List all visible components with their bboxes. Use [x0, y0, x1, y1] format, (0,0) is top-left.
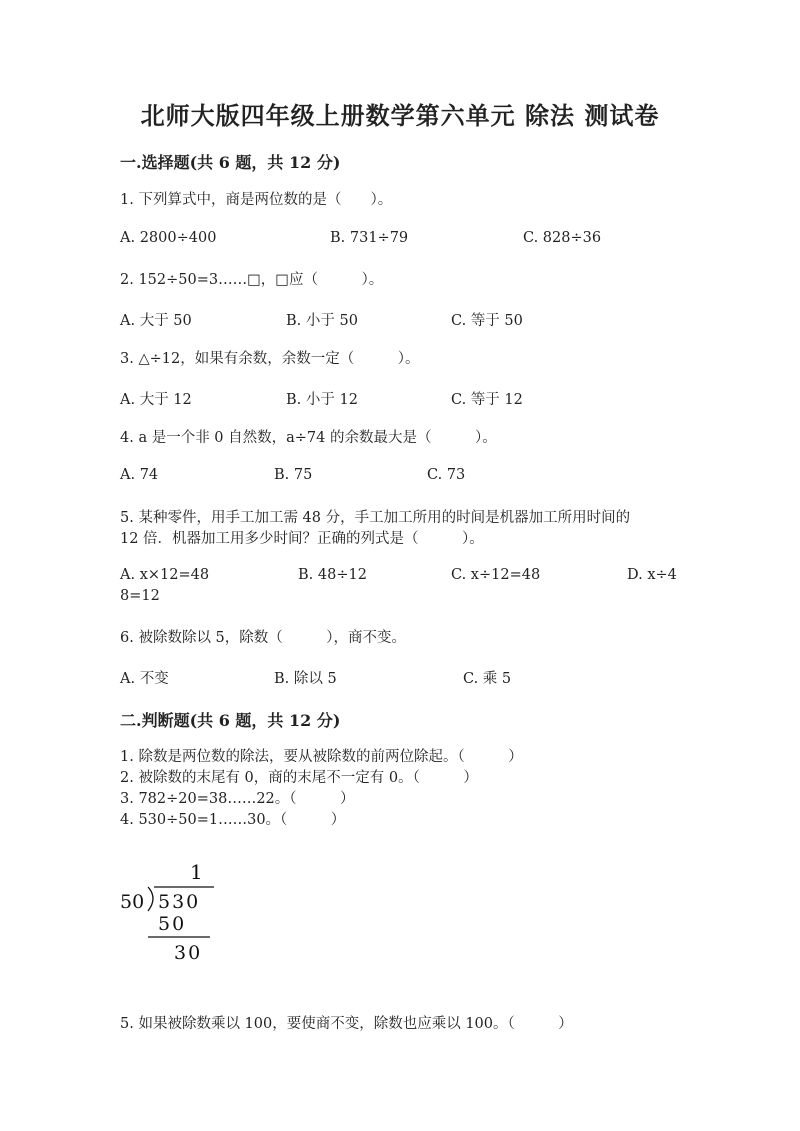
- judge-item-4: 4. 530÷50=1……30。（ ）: [120, 812, 346, 828]
- page-title: 北师大版四年级上册数学第六单元 除法 测试卷: [140, 101, 660, 130]
- judge-item-5: 5. 如果被除数乘以 100，要使商不变，除数也应乘以 100。（ ）: [120, 1016, 573, 1032]
- division-divisor: 50: [120, 891, 145, 913]
- question-5-line2: 12 倍．机器加工用多少时间？正确的列式是（ ）。: [120, 531, 484, 547]
- q5-option-d: D. x÷4: [627, 567, 677, 583]
- q2-option-b: B. 小于 50: [286, 313, 358, 329]
- q1-option-c: C. 828÷36: [523, 230, 602, 246]
- division-remainder: 30: [174, 942, 203, 964]
- q4-option-c: C. 73: [427, 467, 466, 483]
- long-division-figure: [118, 855, 238, 965]
- division-bracket: [148, 887, 153, 911]
- q2-option-a: A. 大于 50: [120, 313, 192, 329]
- q1-option-a: A. 2800÷400: [120, 230, 217, 246]
- judge-item-2: 2. 被除数的末尾有 0，商的末尾不一定有 0。（ ）: [120, 770, 478, 786]
- question-4: 4. a 是一个非 0 自然数，a÷74 的余数最大是（ ）。: [120, 430, 497, 446]
- question-5-line1: 5. 某种零件，用手工加工需 48 分，手工加工所用的时间是机器加工所用时间的: [120, 510, 631, 526]
- q2-option-c: C. 等于 50: [451, 313, 523, 329]
- judge-item-1: 1. 除数是两位数的除法，要从被除数的前两位除起。（ ）: [120, 749, 523, 765]
- question-1: 1. 下列算式中，商是两位数的是（ ）。: [120, 192, 393, 208]
- q5-option-b: B. 48÷12: [298, 567, 367, 583]
- q4-option-a: A. 74: [120, 467, 159, 483]
- q6-option-b: B. 除以 5: [274, 671, 337, 687]
- q1-option-b: B. 731÷79: [330, 230, 409, 246]
- question-3: 3. △÷12，如果有余数，余数一定（ ）。: [120, 351, 420, 367]
- q3-option-a: A. 大于 12: [120, 392, 192, 408]
- q6-option-a: A. 不变: [120, 671, 169, 687]
- question-2: 2. 152÷50=3……□，□应（ ）。: [120, 272, 384, 288]
- section2-heading: 二.判断题(共 6 题，共 12 分): [120, 711, 341, 730]
- judge-item-3: 3. 782÷20=38……22。（ ）: [120, 791, 355, 807]
- division-product: 50: [158, 913, 187, 935]
- q6-option-c: C. 乘 5: [463, 671, 512, 687]
- question-6: 6. 被除数除以 5，除数（ ），商不变。: [120, 630, 407, 646]
- q3-option-b: B. 小于 12: [286, 392, 358, 408]
- division-dividend: 530: [158, 891, 201, 913]
- q5-option-c: C. x÷12=48: [451, 567, 541, 583]
- q5-option-a: A. x×12=48: [120, 567, 210, 583]
- division-quotient: 1: [190, 860, 203, 884]
- q3-option-c: C. 等于 12: [451, 392, 523, 408]
- section1-heading: 一.选择题(共 6 题，共 12 分): [120, 153, 341, 172]
- q4-option-b: B. 75: [274, 467, 313, 483]
- q5-option-d-wrap: 8=12: [120, 588, 160, 604]
